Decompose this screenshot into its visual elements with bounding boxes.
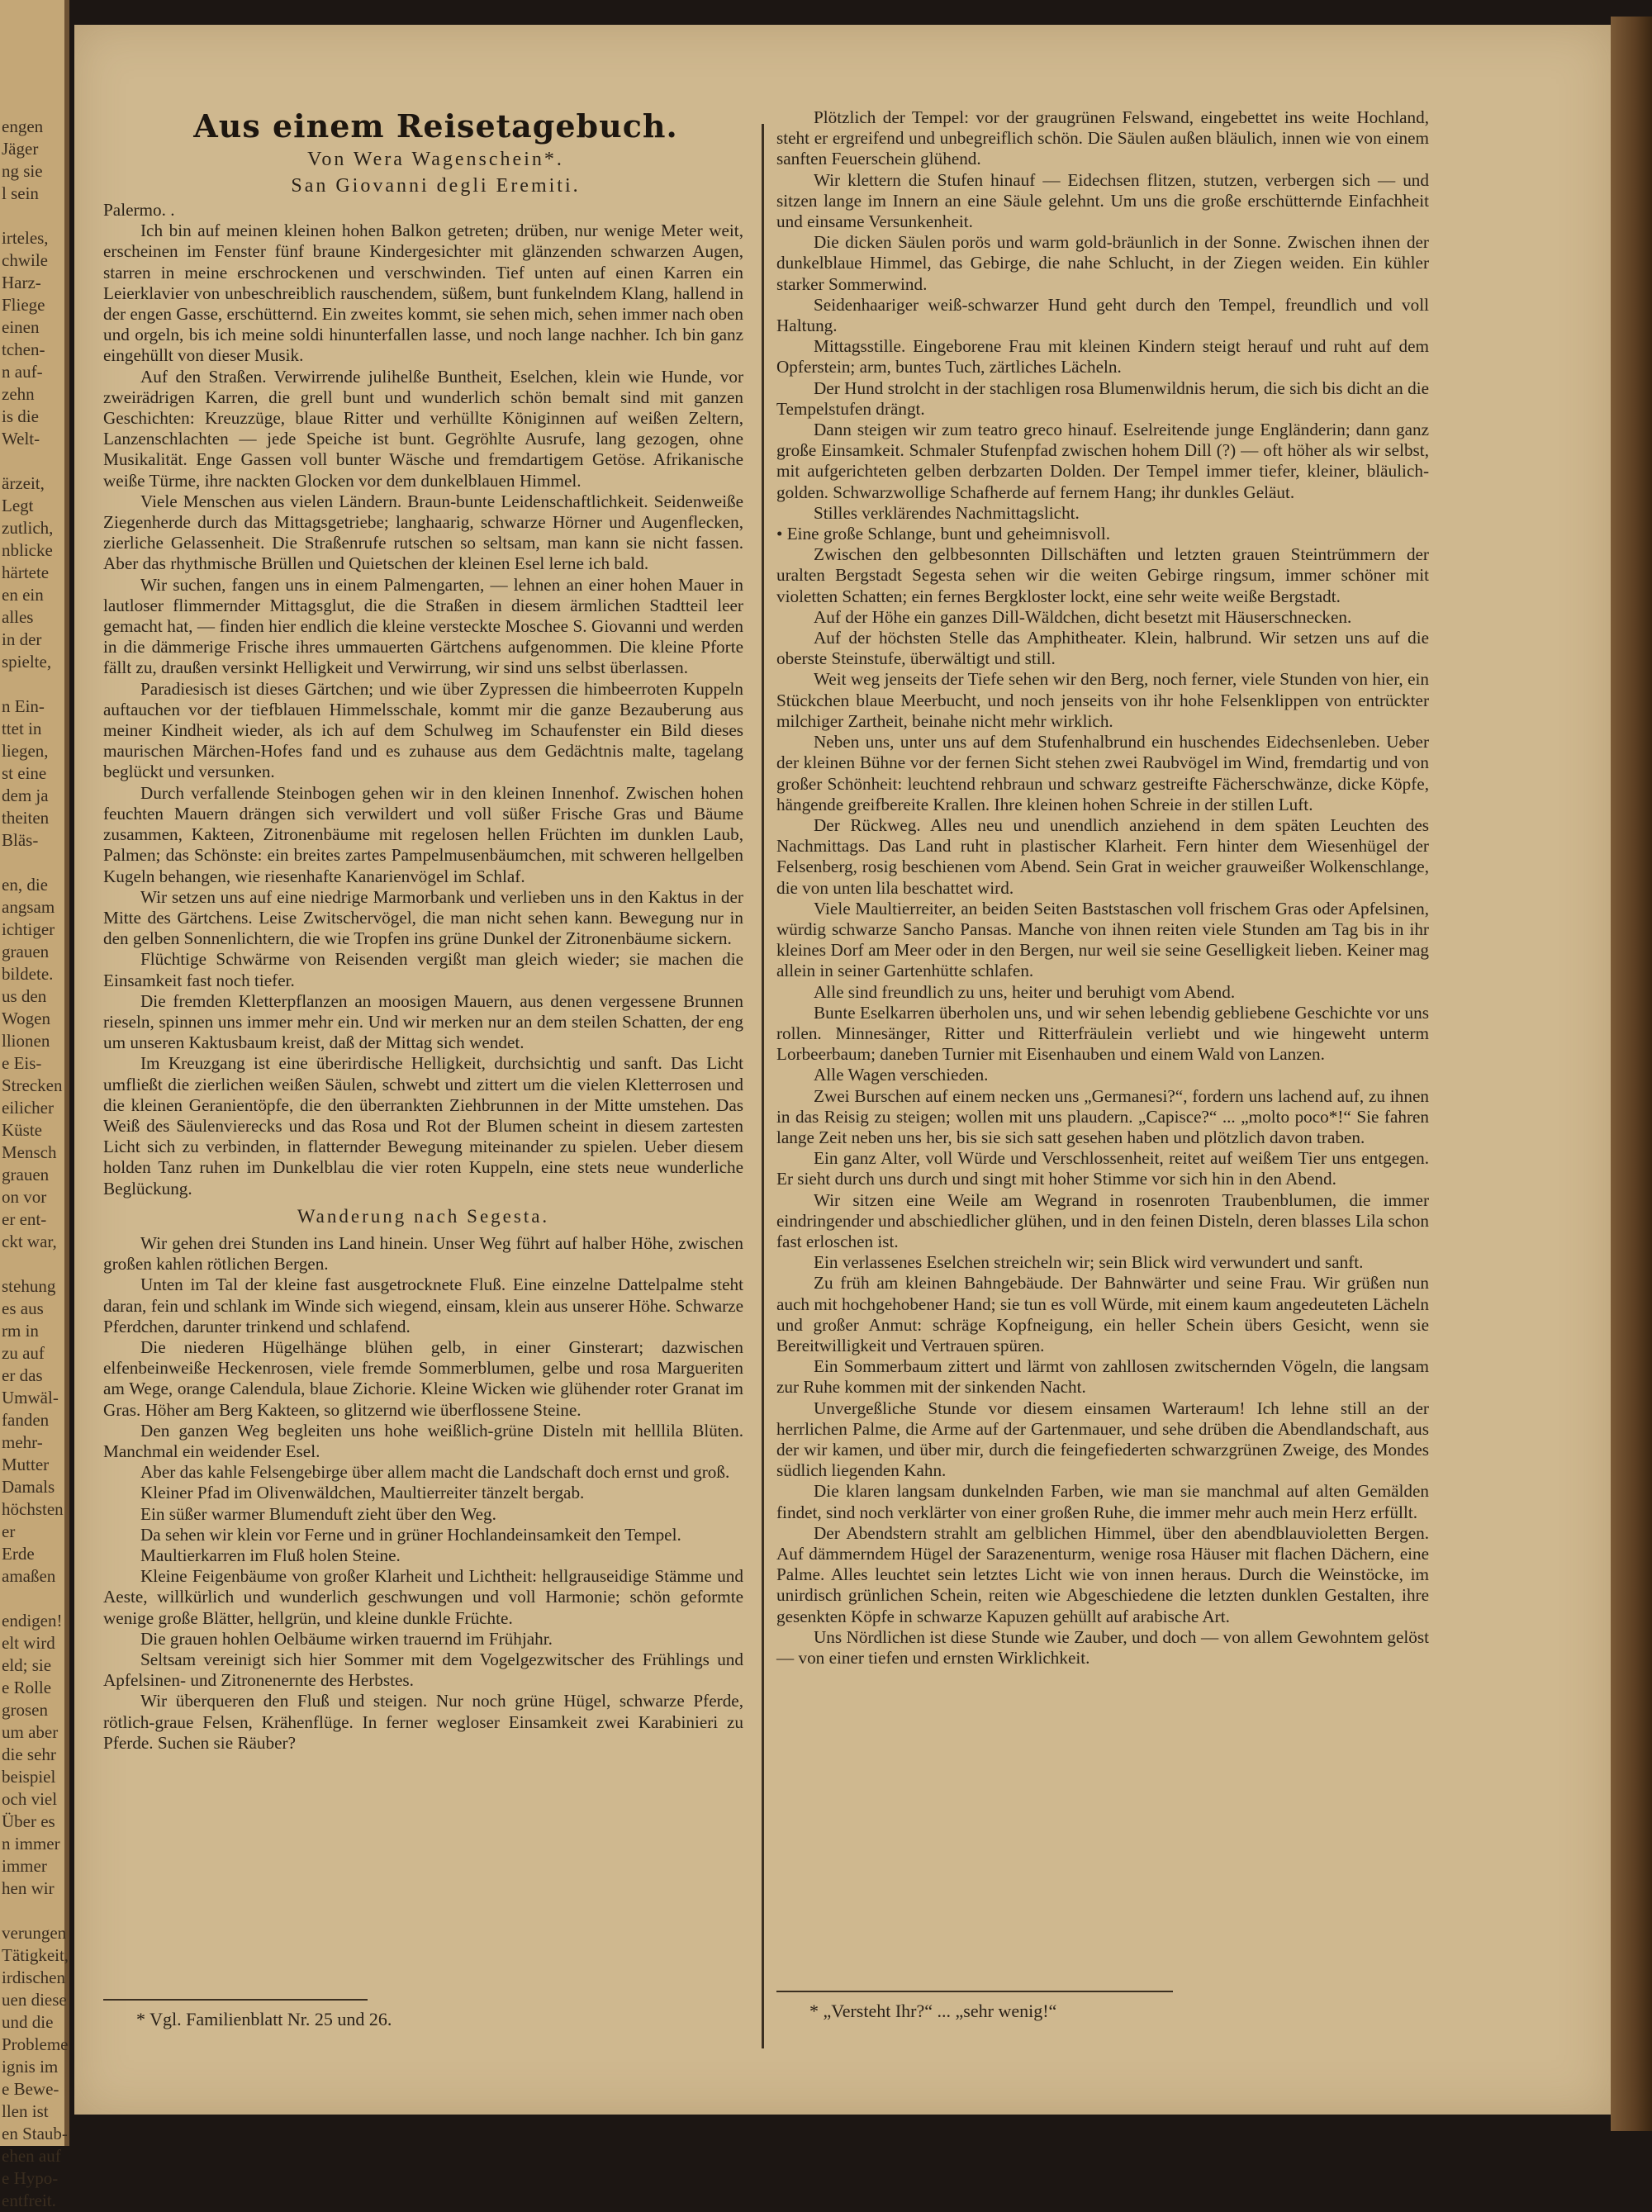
previous-page-line: Fliege [2,295,45,315]
previous-page-line: verungen [2,1923,67,1943]
previous-page-text [0,0,69,2212]
previous-page-line: e Eis- [2,1053,42,1073]
previous-page-line: beispiel [2,1767,56,1787]
previous-page-line: es aus [2,1298,44,1318]
previous-page-line: er [2,1521,16,1541]
previous-page-edge [0,0,69,2210]
paragraph: Neben uns, unter uns auf dem Stufenhalbrund ein huschendes Eidechsenleben. Ueber der kleinen Bühne vor der fernen Sicht stehen zwei Raubvögel im Wind, fremdartig und von großer Schönheit: leuchtend rehbraun und schwarz gestreifte Fächerschwänze, dicke Köpfe, hängende greifbereite Krallen. Ihre kleinen hohen Schreie in der stillen Luft. [776,732,1429,814]
previous-page-line: n Ein- [2,696,45,716]
previous-page-line: Mensch [2,1142,57,1162]
previous-page-line: ng sie [2,161,43,181]
previous-page-line: en ein [2,585,44,605]
previous-page-line: st eine [2,763,47,783]
previous-page-line: Harz- [2,273,41,292]
paragraph: Wir sitzen eine Weile am Wegrand in rosenroten Traubenblumen, die immer eindringender und abschiedlicher glühen, und in den feinen Disteln, deren blasses Lila schon fast erloschen ist. [776,1189,1429,1251]
paragraph: Zu früh am kleinen Bahngebäude. Der Bahnwärter und seine Frau. Wir grüßen nun auch mit hochgehobener Hand; sie tun es voll Würde, mit einem kaum angedeuteten Lächeln und großer Anmut: schräge Kopfneigung, ein heller Schein übers Gesicht, wenn sie Bereitwilligkeit und Vertrauen spüren. [776,1273,1429,1355]
previous-page-line: l sein [2,183,39,203]
previous-page-line: er das [2,1365,43,1385]
previous-page-line: n auf- [2,362,43,382]
previous-page-line: liegen, [2,741,49,761]
paragraph: Paradiesisch ist dieses Gärtchen; und wie über Zypressen die himbeerroten Kuppeln auftauchen vor der tiefblauen Himmelsschale, kommt mir die ganze Bezauberung aus meiner Kindheit wieder, als ich auf dem Schulweg im Schaufenster ein Bild dieses maurischen Märchen-Hofes fand und es zuhause aus dem Gedächtnis malte, tagelang beglückt und versunken. [103,678,743,782]
column-divider [762,124,764,2048]
previous-page-line: llen ist [2,2101,49,2121]
paragraph: Durch verfallende Steinbogen gehen wir in den kleinen Innenhof. Zwischen hohen feuchten Mauern drängen sich verwildert und voll süßer Frische Gras und Bäume zusammen, Kakteen, Zitronenbäume mit regelosen hellen Früchten im dunklen Laub, Palmen; das Schönste: ein breites zartes Pampelmusenbäumchen, mit schweren hellgelben Kugeln behangen, wie riesenhafte Kanarienvögel im Schlaf. [103,782,743,886]
right-column [776,107,1429,1668]
previous-page-line: theiten [2,808,50,828]
previous-page-line: bildete. [2,964,54,984]
paragraph: Wir suchen, fangen uns in einem Palmengarten, — lehnen an einer hohen Mauer in lautloser flimmernder Mittagsglut, die die Straßen in diesem ärmlichen Stadtteil leer gemacht hat, — finden hier endlich die kleine versteckte Moschee S. Giovanni und werden in die dämmerige Frische ihres ummauerten Gärtchens aufgenommen. Die kleine Pforte fällt zu, draußen versinkt Helligkeit und Verwirrung, wir sind uns selbst überlassen. [103,574,743,678]
previous-page-line: chwile [2,250,48,270]
previous-page-line: härtete [2,562,50,582]
previous-page-line: Damals [2,1477,55,1497]
paragraph: Ich bin auf meinen kleinen hohen Balkon getreten; drüben, nur wenige Meter weit, erscheinen im Fenster fünf braune Kindergesichter mit glänzenden schwarzen Augen, starren in meine erschrockenen und verschwinden. Tief unten auf einen Karren ein Leierklavier von unbeschreiblich rauschendem, süßem, bunt funkelndem Klang, hallend in der engen Gasse, erschütternd. Ein zweites kommt, sie sehen mich, sehen immer nach oben und orgeln, bis ich meine soldi hinunterfallen lasse, und noch lange nachher. Ich bin ganz eingehüllt von dieser Musik. [103,221,743,366]
paragraph: Die dicken Säulen porös und warm gold-bräunlich in der Sonne. Zwischen ihnen der dunkelblaue Himmel, das Gebirge, die nahe Schlucht, in der Ziegen weiden. Ein kühler starker Sommerwind. [776,232,1429,294]
section-heading-san-giovanni: San Giovanni degli Eremiti. [291,175,581,197]
paragraph: Flüchtige Schwärme von Reisenden vergißt man gleich wieder; sie machen die Einsamkeit fast noch tiefer. [103,949,743,990]
previous-page-line [0,205,64,227]
previous-page-line: is die [2,406,39,426]
paragraph: Die klaren langsam dunkelnden Farben, wie man sie manchmal auf alten Gemälden findet, sind noch verklärter von einer großen Ruhe, die immer mehr auch mein Herz erfüllt. [776,1481,1429,1522]
previous-page-line [0,1253,64,1275]
previous-page-line [0,673,64,695]
paragraph: • Eine große Schlange, bunt und geheimnisvoll. [776,524,1111,544]
previous-page-line: Probleme [2,2034,69,2054]
paragraph: Im Kreuzgang ist eine überirdische Helligkeit, durchsichtig und sanft. Das Licht umfließt die zierlichen weißen Säulen, schwebt und zittert um die vielen Kletterrosen und die kleinen Geranientöpfe, die den überrankten Ziehbrunnen in der Mitte umstehen. Das Weiß des Säulenvierecks und das Rosa und Rot der Blumen scheint in diesem zartesten Licht sich zu verbinden, in flatternder Bewegung miteinander zu spielen. Ueber diesem holden Tanz ruhen im Dunkelblau die vier roten Kuppeln, eine stets neue wunderliche Beglückung. [103,1053,743,1199]
previous-page-line: en Staub- [2,2124,68,2143]
previous-page-line: hen wir [2,1878,55,1898]
previous-page-line: zu auf [2,1343,45,1363]
previous-page-line: Wogen [2,1009,50,1028]
previous-page-line: Mutter [2,1455,50,1474]
paragraph: Die niederen Hügelhänge blühen gelb, in einer Ginsterart; dazwischen elfenbeinweiße Heckenrosen, viele fremde Sommerblumen, gelbe und rosa Margueriten am Wege, orange Calendula, blaue Zichorie. Kleine Wicken wie glühender roter Granat im Gras. Höher am Berg Kakteen, so glitzernd wie überflossene Steine. [103,1336,743,1420]
previous-page-line [0,1900,64,1922]
previous-page-line: Küste [2,1120,42,1140]
previous-page-line: Jäger [2,139,39,159]
paragraph: Mittagsstille. Eingeborene Frau mit kleinen Kindern steigt herauf und ruht auf dem Opferstein; arm, buntes Tuch, zärtliches Lächeln. [776,336,1429,377]
previous-page-line: stehung [2,1276,56,1296]
paragraph: Unten im Tal der kleine fast ausgetrocknete Fluß. Eine einzelne Dattelpalme steht daran, fein und schlank im Winde sich wiegend, einsam, klein aus unserer Höhe. Schwarze Pferdchen, darunter trinkend und schlafend. [103,1275,743,1336]
footnote-left: * Vgl. Familienblatt Nr. 25 und 26. [136,2009,392,2029]
previous-page-line: on vor [2,1187,47,1207]
paragraph: Der Rückweg. Alles neu und unendlich anziehend in dem späten Leuchten des Nachmittags. Das Land ruht in plastischer Klarheit. Fern hinter dem Wiesenhügel der Felsenberg, rosig beschienen vom Abend. Sein Grat in weicher grauweißer Wolkenschlange, die von unten lila beschattet wird. [776,814,1429,898]
paragraph: Zwischen den gelbbesonnten Dillschäften und letzten grauen Steintrümmern der uralten Bergstadt Segesta sehen wir die weiten Gebirge ringsum, immer schöner mit violetten Schatten; ein fernes Bergkloster lockt, eine sehr weite weiße Bergstadt. [776,544,1429,606]
previous-page-line: entfreit. [2,2191,56,2210]
previous-page-line: höchsten [2,1499,64,1519]
paragraph: Palermo. . [103,200,175,220]
paragraph: Viele Menschen aus vielen Ländern. Braun-bunte Leidenschaftlichkeit. Seidenweiße Ziegenherde durch das Mittagsgetriebe; langhaarig, schwarze Hörner und Augenflecken, zierliche Gelassenheit. Die Straßenrufe rutschen so seltsam, man kann sie nicht fassen. Aber das rhythmische Brüllen und Quietschen der kleinen Esel lerne ich bald. [103,491,743,574]
previous-page-line: endigen! [2,1611,63,1631]
previous-page-line: dem ja [2,786,49,805]
previous-page-line: Bläs- [2,830,39,850]
paragraph: Alle Wagen verschieden. [814,1065,989,1085]
paragraph: Seidenhaariger weiß-schwarzer Hund geht durch den Tempel, freundlich und voll Haltung. [776,294,1429,336]
previous-page-line: ichtiger [2,919,55,939]
paragraph: Uns Nördlichen ist diese Stunde wie Zauber, und doch — von allem Gewohntem gelöst — von einer tiefen und ernsten Wirklichkeit. [776,1626,1429,1668]
previous-page-line: grauen [2,942,50,961]
paragraph: Auf der höchsten Stelle das Amphitheater. Klein, halbrund. Wir setzen uns auf die oberste Steinstufe, überwältigt und still. [776,628,1429,669]
previous-page-line: e Rolle [2,1678,52,1697]
previous-page-line [0,852,64,874]
previous-page-line: zutlich, [2,518,54,538]
previous-page-line: engen [2,116,44,136]
paragraph: Der Hund strolcht in der stachligen rosa Blumenwildnis herum, die sich bis dicht an die Tempelstufen drängt. [776,377,1429,419]
paragraph: Maultierkarren im Fluß holen Steine. [140,1545,401,1565]
previous-page-line: irdischen [2,1968,65,1987]
previous-page-line: n immer [2,1834,60,1854]
previous-page-line: amaßen [2,1566,56,1586]
previous-page-line [0,1588,64,1610]
paragraph: Weit weg jenseits der Tiefe sehen wir den Berg, noch ferner, viele Stunden von hier, ein Stückchen blaue Meerbucht, und noch jenseits von ihr hohe Felsenklippen von entrückter milchiger Zartheit, beinahe nicht mehr wirklich. [776,669,1429,731]
paragraph: Den ganzen Weg begleiten uns hohe weißlich-grüne Disteln mit helllila Blüten. Manchmal ein weidender Esel. [103,1420,743,1461]
paragraph: Die fremden Kletterpflanzen an moosigen Mauern, aus denen vergessene Brunnen rieseln, spinnen uns immer mehr ein. Und wir merken nur an dem steilen Schatten, der eng um unseren Kaktusbaum kreist, daß der Mittag sich wendet. [103,990,743,1053]
paragraph: Ein Sommerbaum zittert und lärmt von zahllosen zwitschernden Vögeln, die langsam zur Ruhe kommen mit der sinkenden Nacht. [776,1356,1429,1398]
previous-page-line: eld; sie [2,1655,52,1675]
previous-page-line: Welt- [2,429,40,449]
paragraph: Auf der Höhe ein ganzes Dill-Wäldchen, dicht besetzt mit Häuserschnecken. [814,606,1352,627]
paragraph: Kleiner Pfad im Olivenwäldchen, Maultierreiter tänzelt bergab. [140,1483,585,1503]
paragraph: Die grauen hohlen Oelbäume wirken trauernd im Frühjahr. [140,1628,553,1649]
paragraph: Ein verlassenes Eselchen streicheln wir; sein Blick wird verwundert und sanft. [814,1252,1364,1273]
previous-page-line: uen diese [2,1990,67,2010]
previous-page-line: einen [2,317,40,337]
footnote-rule-right [776,1991,1173,1992]
previous-page-line: us den [2,986,47,1006]
previous-page-line: llionen [2,1031,50,1051]
previous-page-line: Erde [2,1544,35,1564]
paragraph: Ein ganz Alter, voll Würde und Verschlossenheit, reitet auf weißem Tier uns entgegen. Er sieht durch uns durch und singt mit hoher Stimme vor sich hin in den Abend. [776,1148,1429,1189]
paragraph: Dann steigen wir zum teatro greco hinauf. Eselreitende junge Engländerin; dann ganz große Einsamkeit. Schmaler Stufenpfad zwischen hohem Dill (?) — oft höher als wir selbst, mit aufgerichteten gelben derbzarten Dolden. Der Tempel immer tiefer, kleiner, bläulich-golden. Schwarzwollige Schafherde auf fernem Hang; ihr dunkles Geläut. [776,420,1429,502]
previous-page-line: ttet in [2,719,42,738]
previous-page-line: ignis im [2,2057,59,2077]
previous-page-line: grauen [2,1165,50,1184]
article-title: Aus einem Reisetagebuch. [193,107,678,145]
paragraph: Zwei Burschen auf einem necken uns „Germanesi?“, fordern uns lachend auf, zu ihnen in das Reisig zu steigen; wollen mit uns plaudern. „Capisce?“ ... „molto poco*!“ Sie fahren lange Zeit neben uns her, bis sie sich satt gesehen haben und plötzlich davon traben. [776,1085,1429,1147]
previous-page-line: angsam [2,897,55,917]
footnote-rule-left [103,1999,368,2001]
previous-page-line: spielte, [2,652,52,672]
previous-page-line: nblicke [2,540,53,560]
paragraph: Auf den Straßen. Verwirrende julihelße Buntheit, Eselchen, klein wie Hunde, vor zweirädrigen Karren, die grell bunt und wunderlich schön bemalt sind mit ganzen Geschichten: Kreuzzüge, blaue Ritter und verhüllte Königinnen auf weißen Zeltern, Lanzenschlachten — jede Speiche ist bunt. Gegröhlte Ausrufe, lang gezogen, ohne Musikalität. Enge Gassen voll bunter Wäsche und fremdartigem Getöse. Afrikanische weiße Türme, ihre nackten Glocken vor dem dunkelblauen Himmel. [103,366,743,491]
article-author: Von Wera Wagenschein*. [307,149,564,170]
previous-page-line: er ent- [2,1209,47,1229]
previous-page-line: irteles, [2,228,49,248]
previous-page-line: eilicher [2,1098,54,1118]
previous-page-line: tchen- [2,339,45,359]
previous-page-line [0,450,64,472]
previous-page-line: die sehr [2,1744,56,1764]
paragraph: Unvergeßliche Stunde vor diesem einsamen Warteraum! Ich lehne still an der herrlichen Palme, die Arme auf der Gartenmauer, und sehe drüben die Abendlandschaft, aus der wir kamen, und über mir, durch die feingefiederten schwarzgrünen Zweige, des Mondes südlich liegenden Kahn. [776,1398,1429,1481]
previous-page-line: och viel [2,1789,58,1809]
paragraph: Wir klettern die Stufen hinauf — Eidechsen flitzen, stutzen, verbergen sich — und sitzen lange im Innern an eine Säule gelehnt. Um uns die große erschütternde Einfachheit und einsame Versunkenheit. [776,169,1429,232]
paragraph: Da sehen wir klein vor Ferne und in grüner Hochlandeinsamkeit den Tempel. [140,1524,681,1545]
paragraph: Plötzlich der Tempel: vor der graugrünen Felswand, eingebettet ins weite Hochland, steht er ergreifend und unbegreiflich schön. Die Säulen außen bläulich, innen wie von einem sanften Feuerschein glühend. [776,107,1429,169]
paragraph: Der Abendstern strahlt am gelblichen Himmel, über den abendblauvioletten Bergen. Auf dämmerndem Hügel der Sarazenenturm, wenige rosa Häuser mit flachen Dächern, eine Palme. Alles leuchtet sein letztes Licht wie von innen heraus. Durch die Weinstöcke, im unirdisch grünlichen Schein, reiten wie Abgeschiedene die letzten dunklen Gestalten, ihre gesenkten Köpfe in schwarze Kapuzen gehüllt auf arabische Art. [776,1522,1429,1626]
paragraph: Viele Maultierreiter, an beiden Seiten Baststaschen voll frischem Gras oder Apfelsinen, würdig schwarze Sancho Pansas. Manche von ihnen reiten viele Stunden am Tag bis in ihr kleines Dorf am Meer oder in den Bergen, nur weil sie seine Geselligkeit lieben. Keiner mag allein in seiner Gartenhütte schlafen. [776,898,1429,981]
previous-page-line: Tätigkeit, [2,1945,69,1965]
previous-page-line: alles [2,607,34,627]
previous-page-line: elt wird [2,1633,55,1653]
paragraph: Bunte Eselkarren überholen uns, und wir sehen lebendig gebliebene Geschichte vor uns rollen. Minnesänger, Ritter und Ritterfräulein verliebt und wie hingeweht unterm Lorbeerbaum; daneben Turnier mit Eisenhauben und einem Wald von Lanzen. [776,1002,1429,1065]
previous-page-line: en, die [2,875,48,895]
previous-page-line: und die [2,2012,54,2032]
previous-page-line: e Bewe- [2,2079,59,2099]
previous-page-line: Strecken [2,1075,63,1095]
newspaper-page [74,25,1611,2115]
previous-page-line: immer [2,1856,47,1876]
previous-page-line: Legt [2,496,34,515]
previous-page-line: Über es [2,1811,55,1831]
previous-page-line: in der [2,629,42,649]
previous-page-line: rm in [2,1321,39,1341]
left-column [103,200,743,1754]
section-heading-segesta: Wanderung nach Segesta. [297,1205,550,1227]
paragraph: Kleine Feigenbäume von großer Klarheit und Lichtheit: hellgrauseidige Stämme und Aeste, willkürlich und wunderlich geschwungen und voll Harmonie; schön geformte wenige große Blätter, hellgrün, und kleine dunkle Früchte. [103,1566,743,1628]
previous-page-line: Umwäl- [2,1388,59,1407]
paragraph: Alle sind freundlich zu uns, heiter und beruhigt vom Abend. [814,981,1236,1002]
previous-page-line: grosen [2,1700,48,1720]
previous-page-line: um aber [2,1722,59,1742]
footnote-right: * „Versteht Ihr?“ ... „sehr wenig!“ [809,2001,1057,2021]
previous-page-line: ehen auf [2,2146,61,2166]
previous-page-line: fanden [2,1410,50,1430]
previous-page-line: ärzeit, [2,473,45,493]
paragraph: Wir gehen drei Stunden ins Land hinein. Unser Weg führt auf halber Höhe, zwischen großen kahlen rötlichen Bergen. [103,1232,743,1275]
paragraph: Aber das kahle Felsengebirge über allem macht die Landschaft doch ernst und groß. [140,1462,730,1483]
paragraph: Wir setzen uns auf eine niedrige Marmorbank und verlieben uns in den Kaktus in der Mitte des Gärtchens. Leise Zwitschervögel, die man nicht sehen kann. Bewegung nur in den gelben Sonnenlichtern, die wie Tropfen ins grüne Dunkel der Zitronenbäume sickern. [103,886,743,949]
previous-page-line: zehn [2,384,35,404]
book-spine-edge [1611,17,1652,2131]
paragraph: Seltsam vereinigt sich hier Sommer mit dem Vogelgezwitscher des Frühlings und Apfelsinen- und Zitronenernte des Herbstes. [103,1650,743,1691]
paragraph: Wir überqueren den Fluß und steigen. Nur noch grüne Hügel, schwarze Pferde, rötlich-graue Felsen, Krähenflüge. In ferner wegloser Einsamkeit zwei Karabinieri zu Pferde. Suchen sie Räuber? [103,1691,743,1753]
previous-page-line: ckt war, [2,1232,57,1251]
paragraph: Stilles verklärendes Nachmittagslicht. [814,502,1080,523]
previous-page-line: e Hypo- [2,2168,59,2188]
previous-page-line: mehr- [2,1432,43,1452]
paragraph: Ein süßer warmer Blumenduft zieht über den Weg. [140,1503,496,1524]
